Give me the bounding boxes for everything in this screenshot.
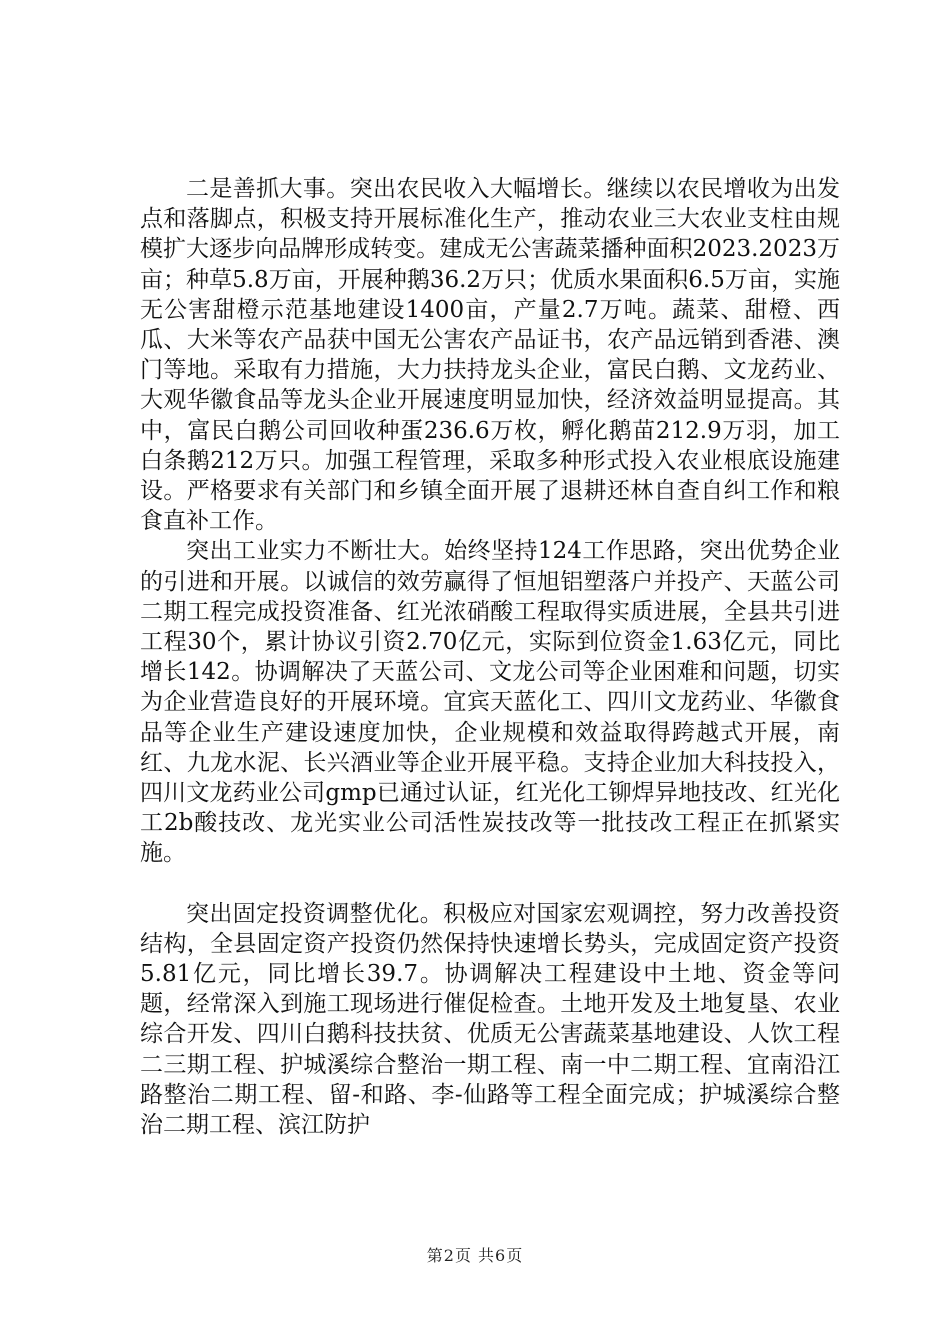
paragraph-industry: 突出工业实力不断壮大。始终坚持124工作思路，突出优势企业的引进和开展。以诚信的效劳赢得了恒旭铝塑落户并投产、天蓝公司二期工程完成投资准备、红光浓硝酸工程取得实质进展，全县共引进工程30个，累计协议引资2.70亿元，实际到位资金1.63亿元，同比增长142。协调解决了天蓝公司、文龙公司等企业困难和问题，切实为企业营造良好的开展环境。宜宾天蓝化工、四川文龙药业、华徽食品等企业生产建设速度加快，企业规模和效益取得跨越式开展，南红、九龙水泥、长兴酒业等企业开展平稳。支持企业加大科技投入，四川文龙药业公司gmp已通过认证，红光化工铆焊异地技改、红光化工2b酸技改、龙光实业公司活性炭技改等一批技改工程正在抓紧实施。 [140, 538, 840, 867]
page-footer: 第2页 共6页 [426, 1246, 524, 1265]
paragraph-agriculture: 二是善抓大事。突出农民收入大幅增长。继续以农民增收为出发点和落脚点，积极支持开展标准化生产，推动农业三大农业支柱由规模扩大逐步向品牌形成转变。建成无公害蔬菜播种面积2023.2023万亩；种草5.8万亩，开展种鹅36.2万只；优质水果面积6.5万亩，实施无公害甜橙示范基地建设1400亩，产量2.7万吨。蔬菜、甜橙、西瓜、大米等农产品获中国无公害农产品证书，农产品远销到香港、澳门等地。采取有力措施，大力扶持龙头企业，富民白鹅、文龙药业、大观华徽食品等龙头企业开展速度明显加快，经济效益明显提高。其中，富民白鹅公司回收种蛋236.6万枚，孵化鹅苗212.9万羽，加工白条鹅212万只。加强工程管理，采取多种形式投入农业根底设施建设。严格要求有关部门和乡镇全面开展了退耕还林自查自纠工作和粮食直补工作。 [140, 176, 840, 535]
paragraph-fixed-investment: 突出固定投资调整优化。积极应对国家宏观调控，努力改善投资结构，全县固定资产投资仍然保持快速增长势头，完成固定资产投资5.81亿元，同比增长39.7。协调解决工程建设中土地、资金等问题，经常深入到施工现场进行催促检查。土地开发及土地复垦、农业综合开发、四川白鹅科技扶贫、优质无公害蔬菜基地建设、人饮工程二三期工程、护城溪综合整治一期工程、南一中二期工程、宜南沿江路整治二期工程、留-和路、李-仙路等工程全面完成；护城溪综合整治二期工程、滨江防护 [140, 900, 840, 1139]
document-body [140, 174, 840, 1140]
